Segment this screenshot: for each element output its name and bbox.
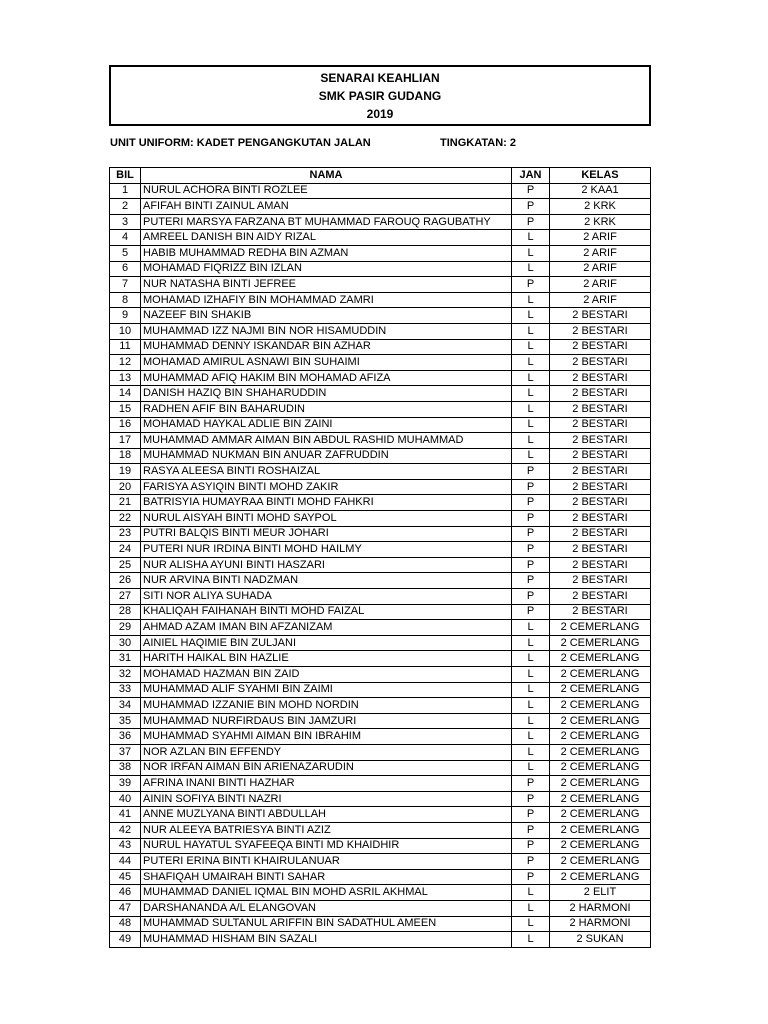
cell-nama: AFIFAH BINTI ZAINUL AMAN xyxy=(141,199,512,215)
table-row xyxy=(110,355,651,371)
table-row xyxy=(110,292,651,308)
cell-bil: 44 xyxy=(110,854,141,870)
cell-jan: P xyxy=(512,495,550,511)
cell-bil: 27 xyxy=(110,589,141,605)
cell-bil: 46 xyxy=(110,885,141,901)
cell-nama: MUHAMMAD NURFIRDAUS BIN JAMZURI xyxy=(141,713,512,729)
table-row xyxy=(110,604,651,620)
cell-nama: SITI NOR ALIYA SUHADA xyxy=(141,589,512,605)
table-row xyxy=(110,776,651,792)
cell-jan: P xyxy=(512,479,550,495)
table-row xyxy=(110,323,651,339)
cell-jan: P xyxy=(512,854,550,870)
cell-bil: 47 xyxy=(110,900,141,916)
cell-kelas: 2 CEMERLANG xyxy=(550,854,651,870)
cell-kelas: 2 BESTARI xyxy=(550,401,651,417)
table-row xyxy=(110,433,651,449)
cell-kelas: 2 CEMERLANG xyxy=(550,635,651,651)
cell-kelas: 2 HARMONI xyxy=(550,916,651,932)
cell-bil: 7 xyxy=(110,277,141,293)
cell-jan: L xyxy=(512,370,550,386)
cell-nama: MOHAMAD HAYKAL ADLIE BIN ZAINI xyxy=(141,417,512,433)
cell-kelas: 2 ARIF xyxy=(550,245,651,261)
cell-nama: MUHAMMAD IZZANIE BIN MOHD NORDIN xyxy=(141,698,512,714)
cell-bil: 6 xyxy=(110,261,141,277)
cell-bil: 43 xyxy=(110,838,141,854)
cell-kelas: 2 BESTARI xyxy=(550,542,651,558)
title-line-3: 2019 xyxy=(366,106,394,121)
cell-kelas: 2 BESTARI xyxy=(550,573,651,589)
cell-bil: 31 xyxy=(110,651,141,667)
cell-jan: P xyxy=(512,526,550,542)
cell-nama: MUHAMMAD IZZ NAJMI BIN NOR HISAMUDDIN xyxy=(141,323,512,339)
table-row xyxy=(110,401,651,417)
table-row xyxy=(110,885,651,901)
cell-nama: SHAFIQAH UMAIRAH BINTI SAHAR xyxy=(141,869,512,885)
cell-jan: L xyxy=(512,448,550,464)
cell-bil: 41 xyxy=(110,807,141,823)
table-row xyxy=(110,682,651,698)
cell-kelas: 2 CEMERLANG xyxy=(550,869,651,885)
table-row xyxy=(110,448,651,464)
cell-kelas: 2 CEMERLANG xyxy=(550,822,651,838)
cell-bil: 40 xyxy=(110,791,141,807)
cell-kelas: 2 CEMERLANG xyxy=(550,776,651,792)
cell-nama: FARISYA ASYIQIN BINTI MOHD ZAKIR xyxy=(141,479,512,495)
cell-jan: P xyxy=(512,183,550,199)
cell-bil: 35 xyxy=(110,713,141,729)
cell-kelas: 2 BESTARI xyxy=(550,479,651,495)
table-row xyxy=(110,900,651,916)
table-row xyxy=(110,245,651,261)
cell-kelas: 2 BESTARI xyxy=(550,495,651,511)
cell-bil: 11 xyxy=(110,339,141,355)
cell-kelas: 2 BESTARI xyxy=(550,448,651,464)
table-row xyxy=(110,854,651,870)
cell-kelas: 2 BESTARI xyxy=(550,355,651,371)
cell-kelas: 2 ARIF xyxy=(550,292,651,308)
cell-jan: L xyxy=(512,635,550,651)
cell-bil: 29 xyxy=(110,620,141,636)
cell-kelas: 2 BESTARI xyxy=(550,557,651,573)
cell-jan: L xyxy=(512,292,550,308)
cell-bil: 19 xyxy=(110,464,141,480)
cell-kelas: 2 BESTARI xyxy=(550,386,651,402)
cell-nama: HABIB MUHAMMAD REDHA BIN AZMAN xyxy=(141,245,512,261)
cell-jan: L xyxy=(512,620,550,636)
cell-kelas: 2 BESTARI xyxy=(550,370,651,386)
table-row xyxy=(110,370,651,386)
cell-nama: MOHAMAD FIQRIZZ BIN IZLAN xyxy=(141,261,512,277)
table-row xyxy=(110,807,651,823)
table-row xyxy=(110,339,651,355)
column-header-nama: NAMA xyxy=(141,168,512,184)
cell-bil: 28 xyxy=(110,604,141,620)
cell-kelas: 2 BESTARI xyxy=(550,433,651,449)
table-row xyxy=(110,589,651,605)
cell-bil: 49 xyxy=(110,932,141,948)
cell-bil: 37 xyxy=(110,744,141,760)
cell-kelas: 2 BESTARI xyxy=(550,511,651,527)
cell-bil: 42 xyxy=(110,822,141,838)
cell-jan: P xyxy=(512,277,550,293)
cell-kelas: 2 CEMERLANG xyxy=(550,729,651,745)
cell-jan: P xyxy=(512,776,550,792)
table-row xyxy=(110,214,651,230)
cell-nama: PUTERI MARSYA FARZANA BT MUHAMMAD FAROUQ RAGUBATHY xyxy=(141,214,512,230)
cell-kelas: 2 CEMERLANG xyxy=(550,698,651,714)
title-line-2: SMK PASIR GUDANG xyxy=(318,88,442,103)
cell-jan: P xyxy=(512,791,550,807)
cell-nama: MUHAMMAD HISHAM BIN SAZALI xyxy=(141,932,512,948)
cell-nama: KHALIQAH FAIHANAH BINTI MOHD FAIZAL xyxy=(141,604,512,620)
table-row xyxy=(110,183,651,199)
cell-kelas: 2 CEMERLANG xyxy=(550,744,651,760)
cell-jan: P xyxy=(512,464,550,480)
cell-bil: 34 xyxy=(110,698,141,714)
cell-kelas: 2 CEMERLANG xyxy=(550,667,651,683)
cell-jan: P xyxy=(512,869,550,885)
table-row xyxy=(110,916,651,932)
table-header-row xyxy=(110,168,651,184)
cell-bil: 45 xyxy=(110,869,141,885)
document-title-box xyxy=(109,65,651,126)
cell-kelas: 2 ARIF xyxy=(550,261,651,277)
cell-nama: NURUL HAYATUL SYAFEEQA BINTI MD KHAIDHIR xyxy=(141,838,512,854)
cell-bil: 30 xyxy=(110,635,141,651)
cell-jan: L xyxy=(512,417,550,433)
table-row xyxy=(110,230,651,246)
table-row xyxy=(110,542,651,558)
cell-jan: L xyxy=(512,245,550,261)
table-row xyxy=(110,791,651,807)
cell-bil: 3 xyxy=(110,214,141,230)
cell-jan: P xyxy=(512,557,550,573)
column-header-bil: BIL xyxy=(110,168,141,184)
cell-bil: 5 xyxy=(110,245,141,261)
cell-kelas: 2 BESTARI xyxy=(550,339,651,355)
cell-bil: 21 xyxy=(110,495,141,511)
table-row xyxy=(110,667,651,683)
cell-jan: L xyxy=(512,261,550,277)
table-row xyxy=(110,495,651,511)
cell-jan: L xyxy=(512,355,550,371)
table-row xyxy=(110,838,651,854)
cell-jan: P xyxy=(512,573,550,589)
cell-jan: L xyxy=(512,729,550,745)
cell-nama: DANISH HAZIQ BIN SHAHARUDDIN xyxy=(141,386,512,402)
unit-label: UNIT UNIFORM: KADET PENGANGKUTAN JALAN xyxy=(110,137,371,149)
cell-kelas: 2 KAA1 xyxy=(550,183,651,199)
cell-jan: L xyxy=(512,744,550,760)
cell-jan: P xyxy=(512,807,550,823)
cell-jan: L xyxy=(512,698,550,714)
cell-kelas: 2 BESTARI xyxy=(550,323,651,339)
cell-jan: L xyxy=(512,885,550,901)
cell-nama: AINIEL HAQIMIE BIN ZULJANI xyxy=(141,635,512,651)
cell-bil: 14 xyxy=(110,386,141,402)
cell-kelas: 2 CEMERLANG xyxy=(550,838,651,854)
cell-kelas: 2 SUKAN xyxy=(550,932,651,948)
cell-kelas: 2 BESTARI xyxy=(550,604,651,620)
cell-nama: NURUL ACHORA BINTI ROZLEE xyxy=(141,183,512,199)
cell-jan: L xyxy=(512,386,550,402)
table-row xyxy=(110,760,651,776)
cell-bil: 20 xyxy=(110,479,141,495)
cell-nama: NUR NATASHA BINTI JEFREE xyxy=(141,277,512,293)
cell-jan: L xyxy=(512,339,550,355)
cell-kelas: 2 KRK xyxy=(550,214,651,230)
cell-kelas: 2 ARIF xyxy=(550,277,651,293)
cell-nama: MUHAMMAD SULTANUL ARIFFIN BIN SADATHUL AMEEN xyxy=(141,916,512,932)
cell-bil: 16 xyxy=(110,417,141,433)
table-row xyxy=(110,386,651,402)
cell-jan: P xyxy=(512,199,550,215)
cell-nama: NOR IRFAN AIMAN BIN ARIENAZARUDIN xyxy=(141,760,512,776)
cell-bil: 33 xyxy=(110,682,141,698)
cell-bil: 22 xyxy=(110,511,141,527)
cell-bil: 18 xyxy=(110,448,141,464)
table-row xyxy=(110,869,651,885)
cell-jan: L xyxy=(512,667,550,683)
cell-nama: PUTERI NUR IRDINA BINTI MOHD HAILMY xyxy=(141,542,512,558)
cell-jan: L xyxy=(512,401,550,417)
table-row xyxy=(110,573,651,589)
table-row xyxy=(110,479,651,495)
cell-nama: NAZEEF BIN SHAKIB xyxy=(141,308,512,324)
cell-kelas: 2 CEMERLANG xyxy=(550,791,651,807)
cell-kelas: 2 ARIF xyxy=(550,230,651,246)
member-table xyxy=(109,167,651,948)
cell-bil: 9 xyxy=(110,308,141,324)
table-row xyxy=(110,308,651,324)
cell-kelas: 2 ELIT xyxy=(550,885,651,901)
cell-nama: MUHAMMAD ALIF SYAHMI BIN ZAIMI xyxy=(141,682,512,698)
table-row xyxy=(110,713,651,729)
cell-bil: 39 xyxy=(110,776,141,792)
cell-nama: AHMAD AZAM IMAN BIN AFZANIZAM xyxy=(141,620,512,636)
table-row xyxy=(110,526,651,542)
table-row xyxy=(110,729,651,745)
cell-nama: NURUL AISYAH BINTI MOHD SAYPOL xyxy=(141,511,512,527)
title-line-1: SENARAI KEAHLIAN xyxy=(320,70,440,85)
table-row xyxy=(110,744,651,760)
cell-kelas: 2 KRK xyxy=(550,199,651,215)
cell-jan: L xyxy=(512,916,550,932)
cell-kelas: 2 BESTARI xyxy=(550,589,651,605)
cell-nama: BATRISYIA HUMAYRAA BINTI MOHD FAHKRI xyxy=(141,495,512,511)
cell-bil: 48 xyxy=(110,916,141,932)
cell-kelas: 2 CEMERLANG xyxy=(550,760,651,776)
cell-kelas: 2 HARMONI xyxy=(550,900,651,916)
cell-nama: ANNE MUZLYANA BINTI ABDULLAH xyxy=(141,807,512,823)
cell-jan: P xyxy=(512,214,550,230)
table-row xyxy=(110,277,651,293)
cell-jan: P xyxy=(512,511,550,527)
cell-jan: L xyxy=(512,760,550,776)
cell-bil: 1 xyxy=(110,183,141,199)
cell-bil: 23 xyxy=(110,526,141,542)
cell-jan: L xyxy=(512,308,550,324)
cell-nama: RASYA ALEESA BINTI ROSHAIZAL xyxy=(141,464,512,480)
cell-kelas: 2 CEMERLANG xyxy=(550,620,651,636)
cell-nama: HARITH HAIKAL BIN HAZLIE xyxy=(141,651,512,667)
cell-bil: 25 xyxy=(110,557,141,573)
column-header-jan: JAN xyxy=(512,168,550,184)
cell-nama: NUR ALEEYA BATRIESYA BINTI AZIZ xyxy=(141,822,512,838)
cell-jan: L xyxy=(512,433,550,449)
cell-jan: L xyxy=(512,713,550,729)
cell-kelas: 2 CEMERLANG xyxy=(550,807,651,823)
cell-nama: MUHAMMAD DANIEL IQMAL BIN MOHD ASRIL AKHMAL xyxy=(141,885,512,901)
cell-nama: PUTRI BALQIS BINTI MEUR JOHARI xyxy=(141,526,512,542)
cell-bil: 8 xyxy=(110,292,141,308)
cell-bil: 32 xyxy=(110,667,141,683)
cell-jan: P xyxy=(512,822,550,838)
cell-nama: NUR ALISHA AYUNI BINTI HASZARI xyxy=(141,557,512,573)
cell-nama: MOHAMAD IZHAFIY BIN MOHAMMAD ZAMRI xyxy=(141,292,512,308)
cell-bil: 24 xyxy=(110,542,141,558)
cell-kelas: 2 BESTARI xyxy=(550,308,651,324)
tingkatan-label: TINGKATAN: 2 xyxy=(440,137,516,149)
cell-kelas: 2 CEMERLANG xyxy=(550,651,651,667)
cell-bil: 36 xyxy=(110,729,141,745)
cell-jan: P xyxy=(512,838,550,854)
cell-bil: 38 xyxy=(110,760,141,776)
table-row xyxy=(110,822,651,838)
cell-bil: 13 xyxy=(110,370,141,386)
cell-nama: MUHAMMAD SYAHMI AIMAN BIN IBRAHIM xyxy=(141,729,512,745)
cell-nama: AININ SOFIYA BINTI NAZRI xyxy=(141,791,512,807)
cell-kelas: 2 BESTARI xyxy=(550,526,651,542)
cell-kelas: 2 BESTARI xyxy=(550,417,651,433)
table-row xyxy=(110,199,651,215)
table-row xyxy=(110,511,651,527)
cell-nama: AMREEL DANISH BIN AIDY RIZAL xyxy=(141,230,512,246)
cell-bil: 26 xyxy=(110,573,141,589)
cell-nama: MUHAMMAD AFIQ HAKIM BIN MOHAMAD AFIZA xyxy=(141,370,512,386)
cell-bil: 17 xyxy=(110,433,141,449)
cell-jan: P xyxy=(512,542,550,558)
table-body xyxy=(110,183,651,947)
cell-nama: AFRINA INANI BINTI HAZHAR xyxy=(141,776,512,792)
cell-jan: P xyxy=(512,589,550,605)
cell-nama: MOHAMAD HAZMAN BIN ZAID xyxy=(141,667,512,683)
cell-nama: NOR AZLAN BIN EFFENDY xyxy=(141,744,512,760)
cell-jan: L xyxy=(512,682,550,698)
table-row xyxy=(110,635,651,651)
cell-nama: NUR ARVINA BINTI NADZMAN xyxy=(141,573,512,589)
unit-info-line xyxy=(110,137,650,149)
table-row xyxy=(110,417,651,433)
cell-jan: L xyxy=(512,900,550,916)
cell-nama: MUHAMMAD NUKMAN BIN ANUAR ZAFRUDDIN xyxy=(141,448,512,464)
cell-nama: RADHEN AFIF BIN BAHARUDIN xyxy=(141,401,512,417)
cell-jan: L xyxy=(512,651,550,667)
table-row xyxy=(110,932,651,948)
cell-jan: L xyxy=(512,323,550,339)
cell-jan: L xyxy=(512,932,550,948)
cell-jan: L xyxy=(512,230,550,246)
cell-nama: MUHAMMAD DENNY ISKANDAR BIN AZHAR xyxy=(141,339,512,355)
cell-bil: 4 xyxy=(110,230,141,246)
cell-kelas: 2 CEMERLANG xyxy=(550,713,651,729)
table-row xyxy=(110,698,651,714)
cell-bil: 15 xyxy=(110,401,141,417)
column-header-kelas: KELAS xyxy=(550,168,651,184)
cell-nama: DARSHANANDA A/L ELANGOVAN xyxy=(141,900,512,916)
cell-nama: PUTERI ERINA BINTI KHAIRULANUAR xyxy=(141,854,512,870)
table-row xyxy=(110,651,651,667)
cell-bil: 10 xyxy=(110,323,141,339)
cell-nama: MOHAMAD AMIRUL ASNAWI BIN SUHAIMI xyxy=(141,355,512,371)
cell-jan: P xyxy=(512,604,550,620)
cell-bil: 2 xyxy=(110,199,141,215)
cell-kelas: 2 CEMERLANG xyxy=(550,682,651,698)
table-row xyxy=(110,464,651,480)
table-row xyxy=(110,557,651,573)
table-row xyxy=(110,261,651,277)
cell-nama: MUHAMMAD AMMAR AIMAN BIN ABDUL RASHID MUHAMMAD xyxy=(141,433,512,449)
cell-bil: 12 xyxy=(110,355,141,371)
cell-kelas: 2 BESTARI xyxy=(550,464,651,480)
table-row xyxy=(110,620,651,636)
